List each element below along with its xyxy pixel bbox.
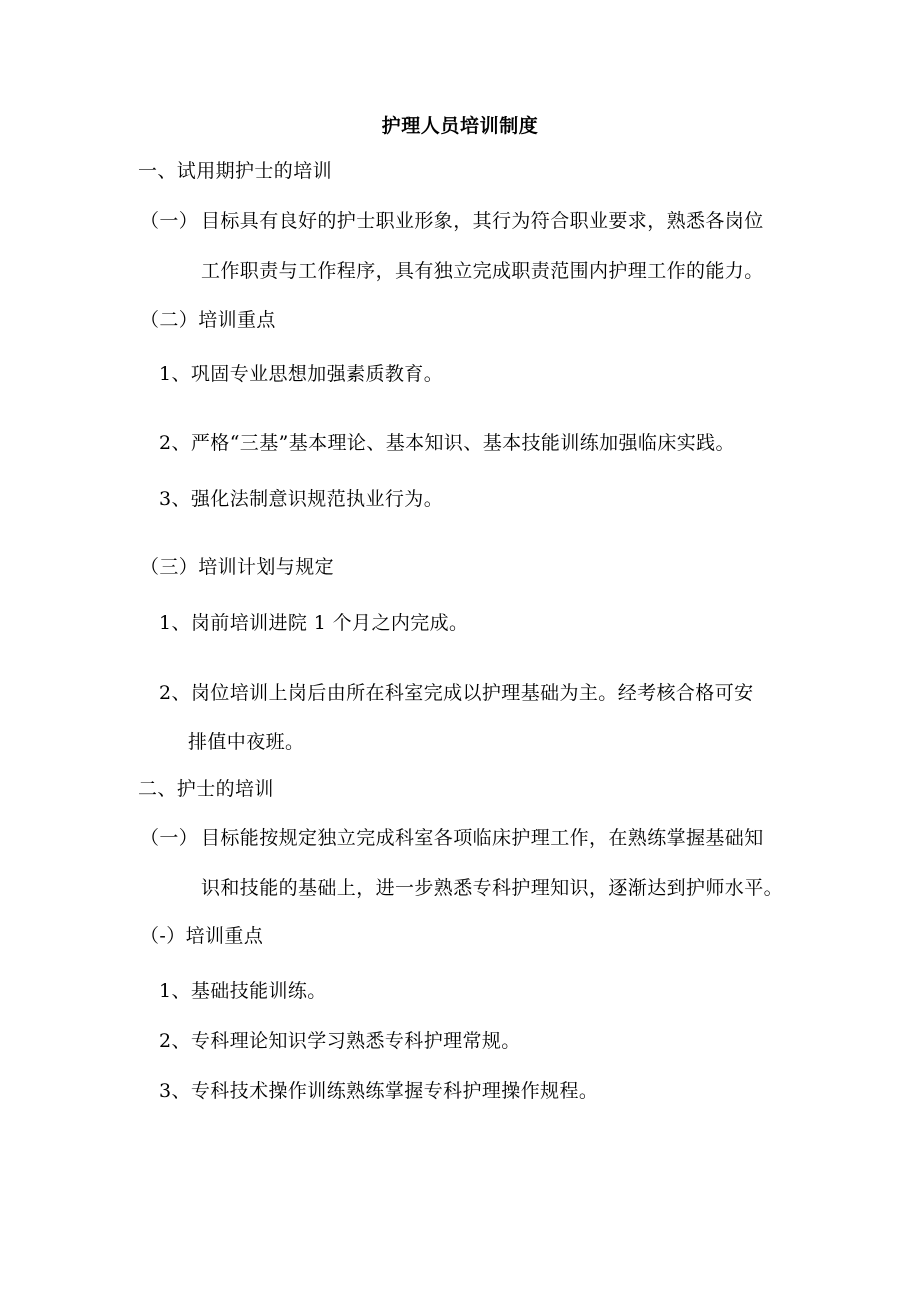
section-heading-1: 一、试用期护士的培训 <box>138 160 333 182</box>
focus-heading-2: （-）培训重点 <box>140 925 264 947</box>
goal-line-1a: 目标具有良好的护士职业形象，其行为符合职业要求，熟悉各岗位 <box>201 210 764 232</box>
goal-line-2a: 目标能按规定独立完成科室各项临床护理工作，在熟练掌握基础知 <box>201 827 764 849</box>
focus-item: 1、巩固专业思想加强素质教育。 <box>159 363 444 385</box>
document-title: 护理人员培训制度 <box>381 115 539 137</box>
focus-item: 2、严格“三基”基本理论、基本知识、基本技能训练加强临床实践。 <box>159 432 735 454</box>
focus-item: 3、强化法制意识规范执业行为。 <box>159 488 444 510</box>
focus-item: 1、基础技能训练。 <box>159 980 327 1002</box>
section-heading-2: 二、护士的培训 <box>138 778 274 800</box>
focus-heading-1: （二）培训重点 <box>140 309 276 331</box>
focus-item: 3、专科技术操作训练熟练掌握专科护理操作规程。 <box>159 1080 599 1102</box>
goal-label-2: （一） <box>140 827 199 849</box>
goal-line-1b: 工作职责与工作程序，具有独立完成职责范围内护理工作的能力。 <box>201 260 764 282</box>
goal-line-2b: 识和技能的基础上，进一步熟悉专科护理知识，逐渐达到护师水平。 <box>201 877 784 899</box>
plan-item-continuation: 排值中夜班。 <box>188 731 305 753</box>
plan-item: 2、岗位培训上岗后由所在科室完成以护理基础为主。经考核合格可安 <box>159 682 754 704</box>
goal-label-1: （一） <box>140 210 199 232</box>
focus-item: 2、专科理论知识学习熟悉专科护理常规。 <box>159 1030 521 1052</box>
plan-heading-1: （三）培训计划与规定 <box>140 556 335 578</box>
plan-item: 1、岗前培训进院 1 个月之内完成。 <box>159 612 469 634</box>
